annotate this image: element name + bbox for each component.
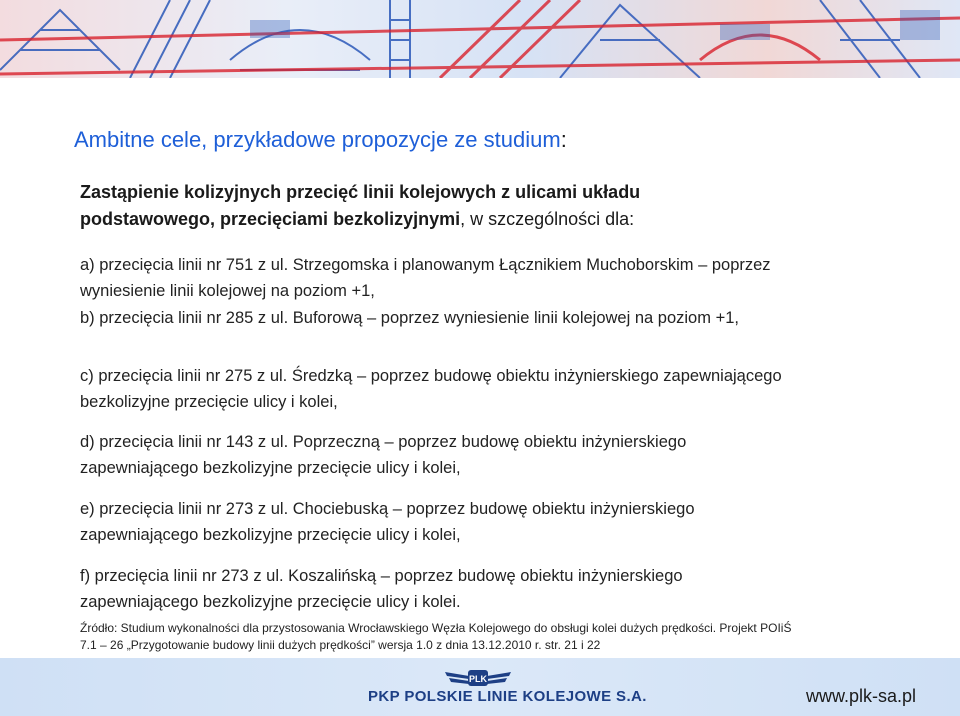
list-item-line-2: zapewniającego bezkolizyjne przecięcie ulicy i kolei.: [80, 593, 461, 611]
company-name: PKP POLSKIE LINIE KOLEJOWE S.A.: [368, 688, 647, 705]
header-banner: [0, 0, 960, 78]
list-item: [80, 363, 900, 415]
source-note: [80, 620, 900, 654]
list-item-line-1: f) przecięcia linii nr 273 z ul. Koszalińską – poprzez budowę obiektu inżynierskiego: [80, 567, 683, 585]
list-item: [80, 252, 900, 304]
railway-collage-banner-icon: [0, 0, 960, 78]
list-item: [80, 429, 900, 481]
list-item-line-2: zapewniającego bezkolizyjne przecięcie ulicy i kolei,: [80, 459, 461, 477]
list-item-line-1: c) przecięcia linii nr 275 z ul. Średzką – poprzez budowę obiektu inżynierskiego zapewniającego: [80, 367, 782, 385]
list-item: [80, 305, 900, 331]
page-title: [74, 127, 567, 153]
source-line-2: 7.1 – 26 „Przygotowanie budowy linii dużych prędkości” wersja 1.0 z dnia 13.12.2010 r. str. 21 i 22: [80, 638, 601, 652]
list-item-line-2: bezkolizyjne przecięcie ulicy i kolei,: [80, 393, 338, 411]
page-title-text: Ambitne cele, przykładowe propozycje ze studium: [74, 127, 561, 152]
source-line-1: Źródło: Studium wykonalności dla przystosowania Wrocławskiego Węzła Kolejowego do obsługi kolei dużych prędkości. Projekt POIiŚ: [80, 621, 792, 635]
list-item: [80, 496, 900, 548]
website-link[interactable]: www.plk-sa.pl: [805, 686, 916, 706]
list-item-line-2: zapewniającego bezkolizyjne przecięcie ulicy i kolei,: [80, 526, 461, 544]
list-item-line-1: b) przecięcia linii nr 285 z ul. Buforową – poprzez wyniesienie linii kolejowej na poziom +1,: [80, 309, 739, 327]
logo-text: PLK: [469, 674, 487, 684]
intro-bold-line-1: Zastąpienie kolizyjnych przecięć linii kolejowych z ulicami układu: [80, 182, 641, 202]
list-item: [80, 563, 900, 615]
list-item-line-2: wyniesienie linii kolejowej na poziom +1,: [80, 282, 375, 300]
intro-bold-line-2: podstawowego, przecięciami bezkolizyjnymi: [80, 209, 461, 229]
list-item-line-1: e) przecięcia linii nr 273 z ul. Chociebuską – poprzez budowę obiektu inżynierskiego: [80, 500, 695, 518]
footer-bar: [0, 658, 960, 716]
intro-normal-text: , w szczególności dla:: [460, 209, 635, 229]
intro-paragraph: [80, 179, 900, 233]
list-item-line-1: a) przecięcia linii nr 751 z ul. Strzegomska i planowanym Łącznikiem Muchoborskim – poprzez: [80, 256, 771, 274]
page-title-colon: :: [560, 127, 567, 152]
list-item-line-1: d) przecięcia linii nr 143 z ul. Poprzeczną – poprzez budowę obiektu inżynierskiego: [80, 433, 687, 451]
